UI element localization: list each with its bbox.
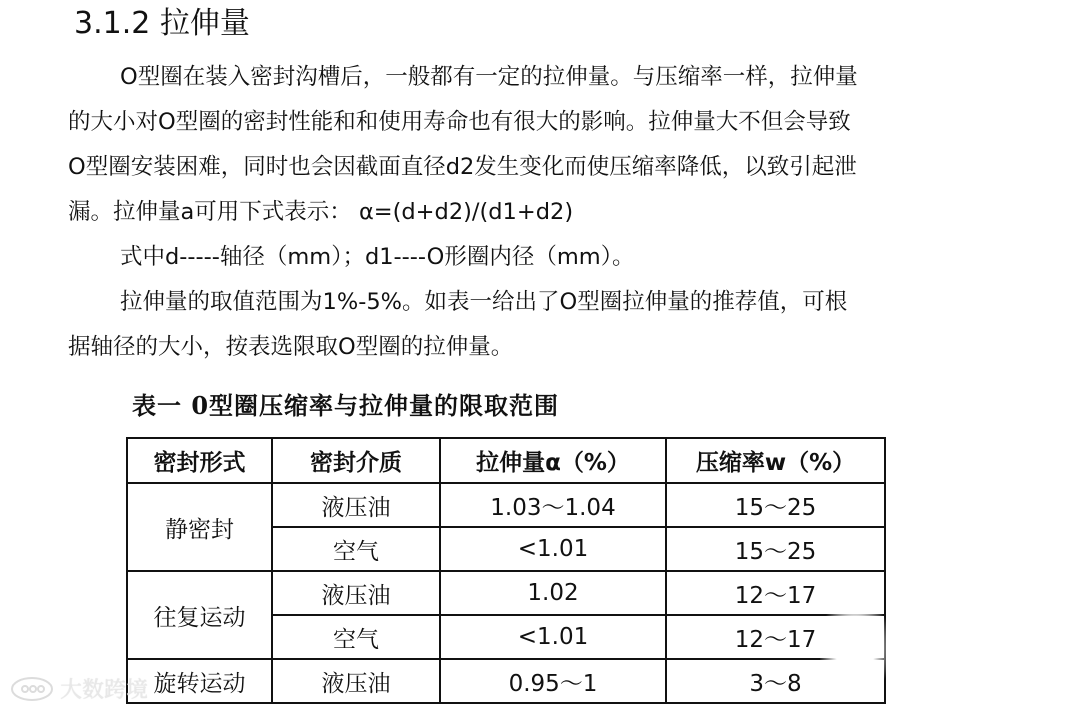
stretch-cell: 0.95～1 (440, 659, 666, 703)
stretch-compression-table (126, 437, 886, 704)
brand-logo-icon (10, 676, 54, 702)
table-caption: 表一 0型圈压缩率与拉伸量的限取范围 (132, 391, 560, 420)
paragraph-line: O型圈在装入密封沟槽后，一般都有一定的拉伸量。与压缩率一样，拉伸量 (120, 64, 858, 90)
header-stretch: 拉伸量α（%） (440, 438, 666, 483)
paragraph-line: 据轴径的大小，按表选限取O型圈的拉伸量。 (68, 334, 514, 360)
header-seal-medium: 密封介质 (272, 438, 440, 483)
medium-cell: 空气 (272, 615, 440, 659)
seal-form-cell: 静密封 (127, 483, 272, 571)
stretch-cell: <1.01 (440, 615, 666, 659)
table-row (127, 571, 885, 615)
header-compression: 压缩率w（%） (666, 438, 885, 483)
medium-cell: 液压油 (272, 571, 440, 615)
blur-overlay (820, 598, 890, 698)
table-header-row (127, 438, 885, 483)
compression-cell: 3～8 (666, 659, 885, 703)
watermark (10, 673, 148, 704)
stretch-cell: <1.01 (440, 527, 666, 571)
table-row (127, 659, 885, 703)
medium-cell: 液压油 (272, 659, 440, 703)
section-title: 3.1.2 拉伸量 (74, 6, 250, 41)
seal-form-cell: 旋转运动 (127, 659, 272, 703)
medium-cell: 空气 (272, 527, 440, 571)
compression-cell: 15～25 (666, 483, 885, 527)
paragraph-line: 拉伸量的取值范围为1%-5%。如表一给出了O型圈拉伸量的推荐值，可根 (120, 289, 848, 315)
body-text (68, 55, 1028, 370)
medium-cell: 液压油 (272, 483, 440, 527)
watermark-text: 大数跨境 (60, 678, 149, 703)
paragraph-line: O型圈安装困难，同时也会因截面直径d2发生变化而使压缩率降低，以致引起泄 (68, 154, 857, 180)
paragraph-line: 的大小对O型圈的密封性能和和使用寿命也有很大的影响。拉伸量大不但会导致 (68, 109, 851, 135)
stretch-cell: 1.02 (440, 571, 666, 615)
compression-cell: 15～25 (666, 527, 885, 571)
compression-cell: 12～17 (666, 615, 885, 659)
compression-cell: 12～17 (666, 571, 885, 615)
paragraph-line: 漏。拉伸量a可用下式表示： α=(d+d2)/(d1+d2) (68, 199, 574, 225)
seal-form-cell: 往复运动 (127, 571, 272, 659)
stretch-cell: 1.03～1.04 (440, 483, 666, 527)
header-seal-form: 密封形式 (127, 438, 272, 483)
table-row (127, 483, 885, 527)
paragraph-line: 式中d-----轴径（mm）；d1----O形圈内径（mm）。 (120, 244, 635, 270)
